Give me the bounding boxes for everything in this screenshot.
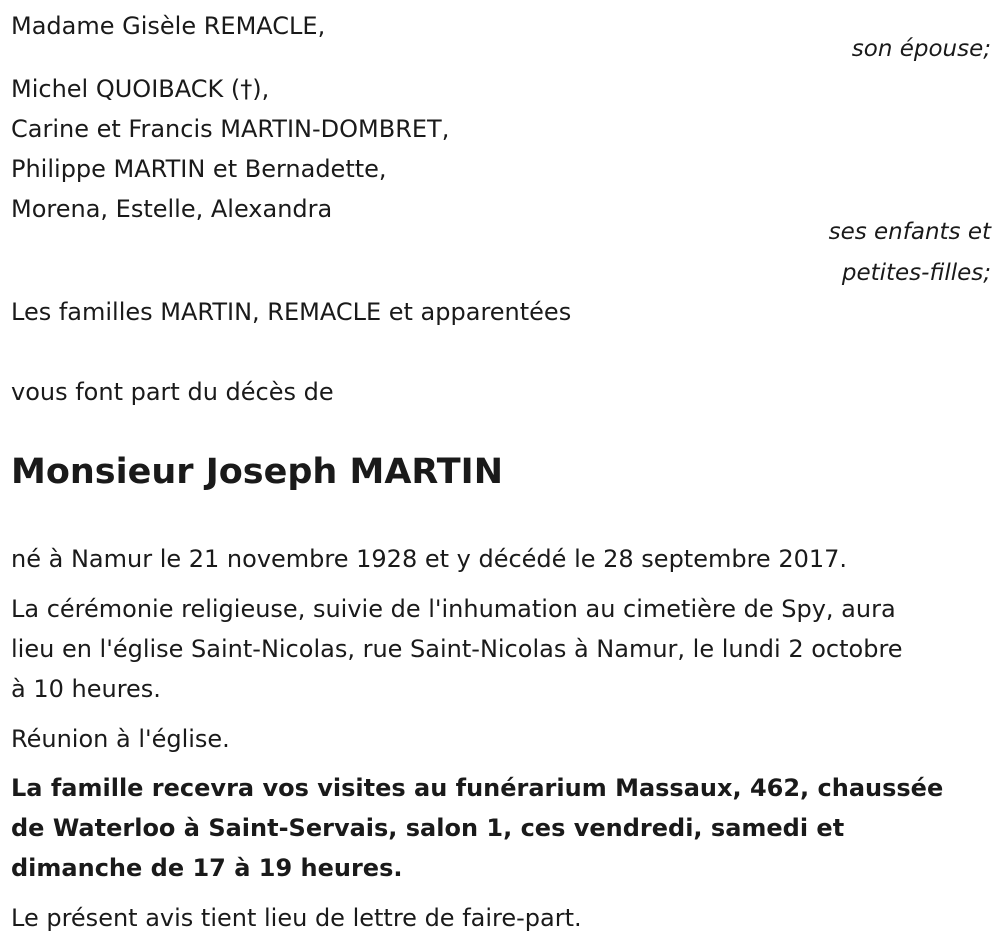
visits-line-1: La famille recevra vos visites au funérarium Massaux, 462, chaussée: [11, 774, 944, 802]
announcement-line: vous font part du décès de: [11, 378, 334, 406]
children-role-line-1: ses enfants et: [828, 219, 991, 245]
children-role-line-2: petites-filles;: [841, 260, 991, 286]
child-line-2: Carine et Francis MARTIN-DOMBRET,: [11, 115, 450, 143]
child-line-1: Michel QUOIBACK (†),: [11, 75, 270, 103]
families-line: Les familles MARTIN, REMACLE et apparentées: [11, 298, 572, 326]
birth-death-line: né à Namur le 21 novembre 1928 et y décédé le 28 septembre 2017.: [11, 545, 848, 573]
deceased-name: Monsieur Joseph MARTIN: [11, 452, 503, 492]
child-line-3: Philippe MARTIN et Bernadette,: [11, 155, 387, 183]
closing-line: Le présent avis tient lieu de lettre de faire-part.: [11, 904, 582, 932]
ceremony-line-3: à 10 heures.: [11, 675, 161, 703]
spouse-role: son épouse;: [851, 36, 991, 62]
spouse-name: Madame Gisèle REMACLE,: [11, 12, 326, 40]
ceremony-line-2: lieu en l'église Saint-Nicolas, rue Saint-Nicolas à Namur, le lundi 2 octobre: [11, 635, 903, 663]
ceremony-line-1: La cérémonie religieuse, suivie de l'inhumation au cimetière de Spy, aura: [11, 595, 896, 623]
death-notice: [11, 0, 991, 952]
child-line-4: Morena, Estelle, Alexandra: [11, 195, 333, 223]
visits-line-3: dimanche de 17 à 19 heures.: [11, 854, 403, 882]
visits-line-2: de Waterloo à Saint-Servais, salon 1, ces vendredi, samedi et: [11, 814, 845, 842]
meeting-line: Réunion à l'église.: [11, 725, 230, 753]
